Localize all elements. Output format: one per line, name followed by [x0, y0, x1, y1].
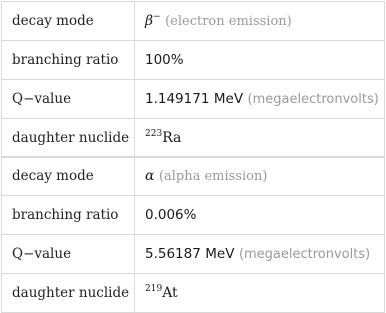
q-value-label: Q−value [2, 80, 135, 119]
table-row-branching-ratio [2, 196, 385, 235]
q-value-label: Q−value [2, 235, 135, 274]
table-row-decay-mode [2, 2, 385, 41]
q-value-value [135, 235, 385, 274]
daughter-element: Ra [162, 130, 182, 146]
q-value-unit: MeV [205, 246, 235, 262]
q-value-value [135, 80, 385, 119]
decay-mode-value [135, 2, 385, 41]
decay-mode-symbol: β [145, 13, 154, 29]
branching-ratio-value [135, 41, 385, 80]
table-row-decay-mode [2, 157, 385, 196]
q-value-number: 1.149171 [145, 91, 210, 107]
daughter-nuclide-label: daughter nuclide [2, 274, 135, 313]
branching-ratio-value [135, 196, 385, 235]
table-row-q-value [2, 235, 385, 274]
q-value-unit-name: (megaelectronvolts) [238, 247, 371, 262]
table-row-branching-ratio [2, 41, 385, 80]
decay-mode-value [135, 157, 385, 196]
decay-table-beta [1, 1, 385, 158]
q-value-unit: MeV [213, 91, 244, 107]
decay-mode-label: decay mode [2, 2, 135, 41]
q-value-unit-name: (megaelectronvolts) [247, 92, 379, 107]
decay-mode-label: decay mode [2, 157, 135, 196]
daughter-nuclide-label: daughter nuclide [2, 119, 135, 158]
branching-ratio-number: 0.006% [145, 207, 197, 223]
decay-mode-description: (alpha emission) [158, 169, 268, 184]
decay-mode-description: (electron emission) [165, 14, 292, 29]
daughter-mass-number: 219 [145, 284, 163, 294]
branching-ratio-number: 100% [145, 52, 184, 68]
daughter-mass-number: 223 [145, 129, 163, 139]
q-value-number: 5.56187 [145, 246, 201, 262]
decay-table-alpha [1, 156, 385, 313]
table-row-q-value [2, 80, 385, 119]
daughter-nuclide-value [135, 274, 385, 313]
table-row-daughter-nuclide [2, 274, 385, 313]
daughter-element: At [162, 285, 178, 301]
daughter-nuclide-value [135, 119, 385, 158]
branching-ratio-label: branching ratio [2, 41, 135, 80]
branching-ratio-label: branching ratio [2, 196, 135, 235]
table-row-daughter-nuclide [2, 119, 385, 158]
decay-mode-symbol-charge: − [153, 12, 161, 22]
decay-mode-symbol: α [145, 168, 155, 184]
